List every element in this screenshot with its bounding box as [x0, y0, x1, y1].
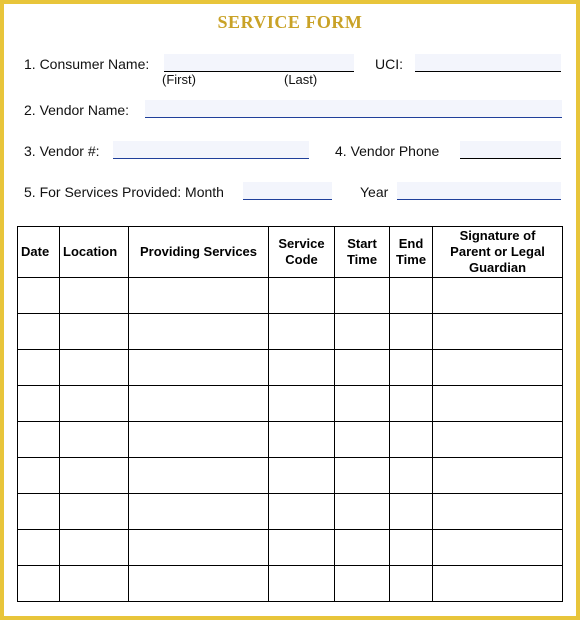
table-cell[interactable]: [335, 350, 390, 386]
table-cell[interactable]: [335, 458, 390, 494]
table-row: [18, 278, 563, 314]
vendor-number-label: 3. Vendor #:: [24, 143, 100, 159]
table-cell[interactable]: [433, 458, 563, 494]
table-cell[interactable]: [433, 314, 563, 350]
table-row: [18, 422, 563, 458]
table-cell[interactable]: [60, 422, 129, 458]
vendor-phone-label: 4. Vendor Phone: [335, 143, 440, 159]
table-cell[interactable]: [129, 350, 269, 386]
table-cell[interactable]: [129, 314, 269, 350]
table-row: [18, 314, 563, 350]
table-cell[interactable]: [433, 566, 563, 602]
table-cell[interactable]: [129, 566, 269, 602]
table-cell[interactable]: [433, 494, 563, 530]
table-cell[interactable]: [433, 530, 563, 566]
table-cell[interactable]: [18, 566, 60, 602]
table-row: [18, 458, 563, 494]
table-cell[interactable]: [335, 530, 390, 566]
table-cell[interactable]: [269, 314, 335, 350]
table-cell[interactable]: [18, 422, 60, 458]
table-cell[interactable]: [60, 494, 129, 530]
start-time-column-header: Start Time: [335, 227, 390, 278]
vendor-phone-field[interactable]: [460, 141, 561, 159]
consumer-name-field[interactable]: [164, 54, 354, 72]
table-cell[interactable]: [269, 494, 335, 530]
month-field[interactable]: [243, 182, 332, 200]
table-cell[interactable]: [390, 458, 433, 494]
table-cell[interactable]: [269, 422, 335, 458]
table-cell[interactable]: [390, 386, 433, 422]
table-row: [18, 494, 563, 530]
vendor-name-label: 2. Vendor Name:: [24, 102, 130, 118]
table-cell[interactable]: [269, 530, 335, 566]
table-cell[interactable]: [60, 314, 129, 350]
location-column-header: Location: [60, 227, 129, 278]
uci-field[interactable]: [415, 54, 561, 72]
providing-services-column-header: Providing Services: [129, 227, 269, 278]
table-cell[interactable]: [18, 530, 60, 566]
table-cell[interactable]: [60, 350, 129, 386]
uci-label: UCI:: [375, 56, 403, 72]
table-cell[interactable]: [129, 422, 269, 458]
services-provided-label: 5. For Services Provided: Month: [24, 184, 224, 200]
service-log-table: [17, 226, 563, 602]
service-code-column-header: Service Code: [269, 227, 335, 278]
table-cell[interactable]: [390, 566, 433, 602]
table-cell[interactable]: [60, 530, 129, 566]
signature-column-header: Signature of Parent or Legal Guardian: [433, 227, 563, 278]
table-body: [18, 278, 563, 602]
table-cell[interactable]: [433, 278, 563, 314]
table-row: [18, 530, 563, 566]
table-cell[interactable]: [433, 350, 563, 386]
table-cell[interactable]: [335, 494, 390, 530]
table-cell[interactable]: [129, 494, 269, 530]
table-row: [18, 566, 563, 602]
table-header-row: [18, 227, 563, 278]
table-cell[interactable]: [60, 278, 129, 314]
table-cell[interactable]: [335, 386, 390, 422]
table-cell[interactable]: [433, 386, 563, 422]
first-name-caption: (First): [162, 72, 196, 87]
table-cell[interactable]: [129, 458, 269, 494]
table-cell[interactable]: [335, 314, 390, 350]
table-cell[interactable]: [390, 314, 433, 350]
table-cell[interactable]: [18, 386, 60, 422]
table-cell[interactable]: [335, 278, 390, 314]
year-field[interactable]: [397, 182, 561, 200]
table-cell[interactable]: [390, 278, 433, 314]
last-name-caption: (Last): [284, 72, 318, 87]
consumer-name-label: 1. Consumer Name:: [24, 56, 150, 72]
table-cell[interactable]: [390, 422, 433, 458]
table-cell[interactable]: [269, 278, 335, 314]
table-cell[interactable]: [18, 278, 60, 314]
table-cell[interactable]: [18, 350, 60, 386]
table-cell[interactable]: [390, 494, 433, 530]
table-cell[interactable]: [129, 530, 269, 566]
table-cell[interactable]: [390, 530, 433, 566]
end-time-column-header: End Time: [390, 227, 433, 278]
table-cell[interactable]: [269, 350, 335, 386]
table-cell[interactable]: [390, 350, 433, 386]
table-cell[interactable]: [129, 386, 269, 422]
table-row: [18, 350, 563, 386]
table-cell[interactable]: [60, 566, 129, 602]
table-cell[interactable]: [18, 314, 60, 350]
table-cell[interactable]: [433, 422, 563, 458]
date-column-header: Date: [18, 227, 60, 278]
table-cell[interactable]: [269, 458, 335, 494]
form-title: SERVICE FORM: [217, 12, 363, 32]
table-cell[interactable]: [18, 494, 60, 530]
table-cell[interactable]: [335, 566, 390, 602]
table-cell[interactable]: [60, 458, 129, 494]
table-row: [18, 386, 563, 422]
vendor-name-field[interactable]: [145, 100, 562, 118]
year-label: Year: [360, 184, 389, 200]
table-cell[interactable]: [335, 422, 390, 458]
vendor-number-field[interactable]: [113, 141, 309, 159]
table-cell[interactable]: [129, 278, 269, 314]
table-cell[interactable]: [269, 386, 335, 422]
table-cell[interactable]: [60, 386, 129, 422]
table-cell[interactable]: [269, 566, 335, 602]
table-cell[interactable]: [18, 458, 60, 494]
